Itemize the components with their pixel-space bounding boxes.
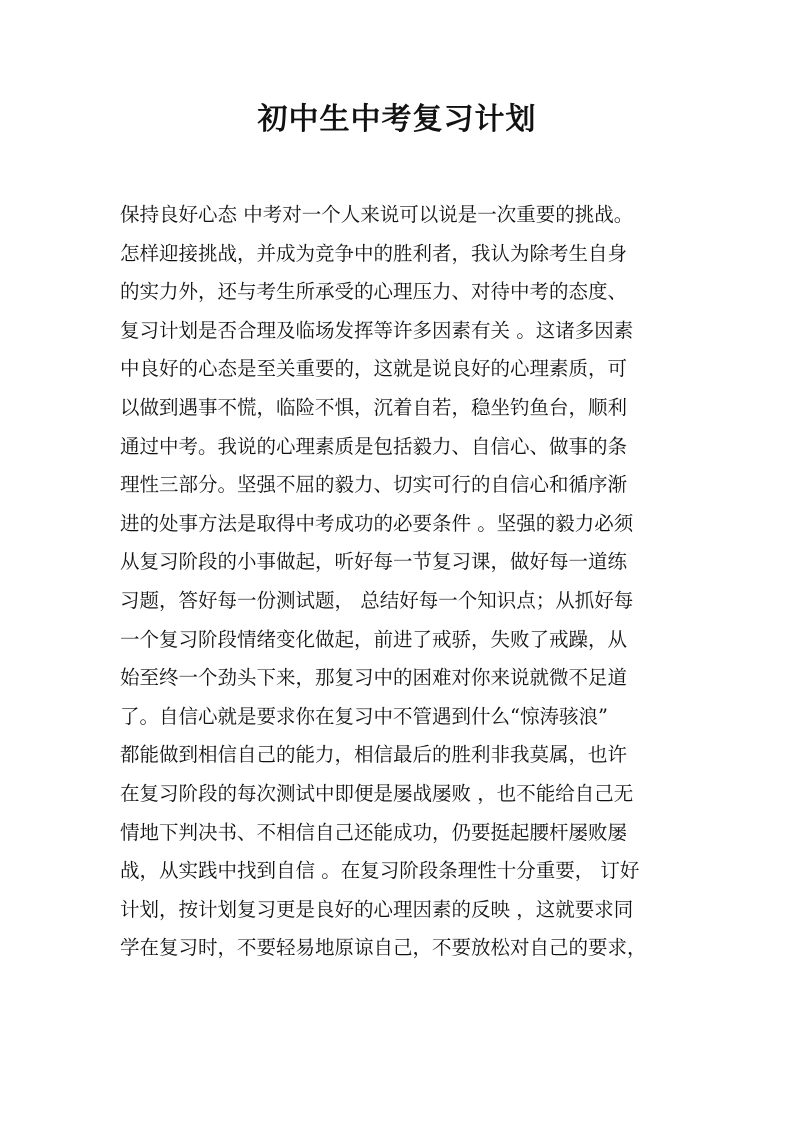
body-text-line: 通过中考。我说的心理素质是包括毅力、自信心、做事的条 [120,434,628,458]
body-text-line: 习题，答好每一份测试题， 总结好每一个知识点；从抓好每 [120,588,634,612]
body-text-line: 了。自信心就是要求你在复习中不管遇到什么“惊涛骇浪” [120,704,608,728]
body-text-line: 一个复习阶段情绪变化做起，前进了戒骄，失败了戒躁，从 [120,627,628,651]
document-body [120,196,680,968]
body-text-line: 怎样迎接挑战，并成为竞争中的胜利者，我认为除考生自身 [120,241,628,265]
body-text-line: 战，从实践中找到自信 。在复习阶段条理性十分重要， 订好 [120,859,640,883]
body-text-line: 理性三部分。坚强不屈的毅力、切实可行的自信心和循序渐 [120,473,628,497]
body-text-line: 从复习阶段的小事做起，听好每一节复习课，做好每一道练 [120,550,628,574]
body-text-line: 进的处事方法是取得中考成功的必要条件 。坚强的毅力必须 [120,511,634,535]
body-text-line: 学在复习时，不要轻易地原谅自己，不要放松对自己的要求， [120,936,647,960]
body-text-line: 计划，按计划复习更是良好的心理因素的反映 ，这就要求同 [120,897,634,921]
body-text-line: 情地下判决书、不相信自己还能成功，仍要挺起腰杆屡败屡 [120,820,628,844]
body-text-line: 中良好的心态是至关重要的，这就是说良好的心理素质，可 [120,357,628,381]
body-text-line: 始至终一个劲头下来，那复习中的困难对你来说就微不足道 [120,666,628,690]
body-text-line: 都能做到相信自己的能力，相信最后的胜利非我莫属，也许 [120,743,628,767]
document-title: 初中生中考复习计划 [257,102,537,137]
body-text-line: 以做到遇事不慌，临险不惧，沉着自若，稳坐钓鱼台，顺利 [120,395,628,419]
body-text-line: 在复习阶段的每次测试中即便是屡战屡败 ，也不能给自己无 [120,781,634,805]
body-text-line: 的实力外，还与考生所承受的心理压力、对待中考的态度、 [120,280,628,304]
body-text-line: 复习计划是否合理及临场发挥等许多因素有关 。这诸多因素 [120,318,634,342]
body-text-line: 保持良好心态 中考对一个人来说可以说是一次重要的挑战。 [120,203,634,226]
